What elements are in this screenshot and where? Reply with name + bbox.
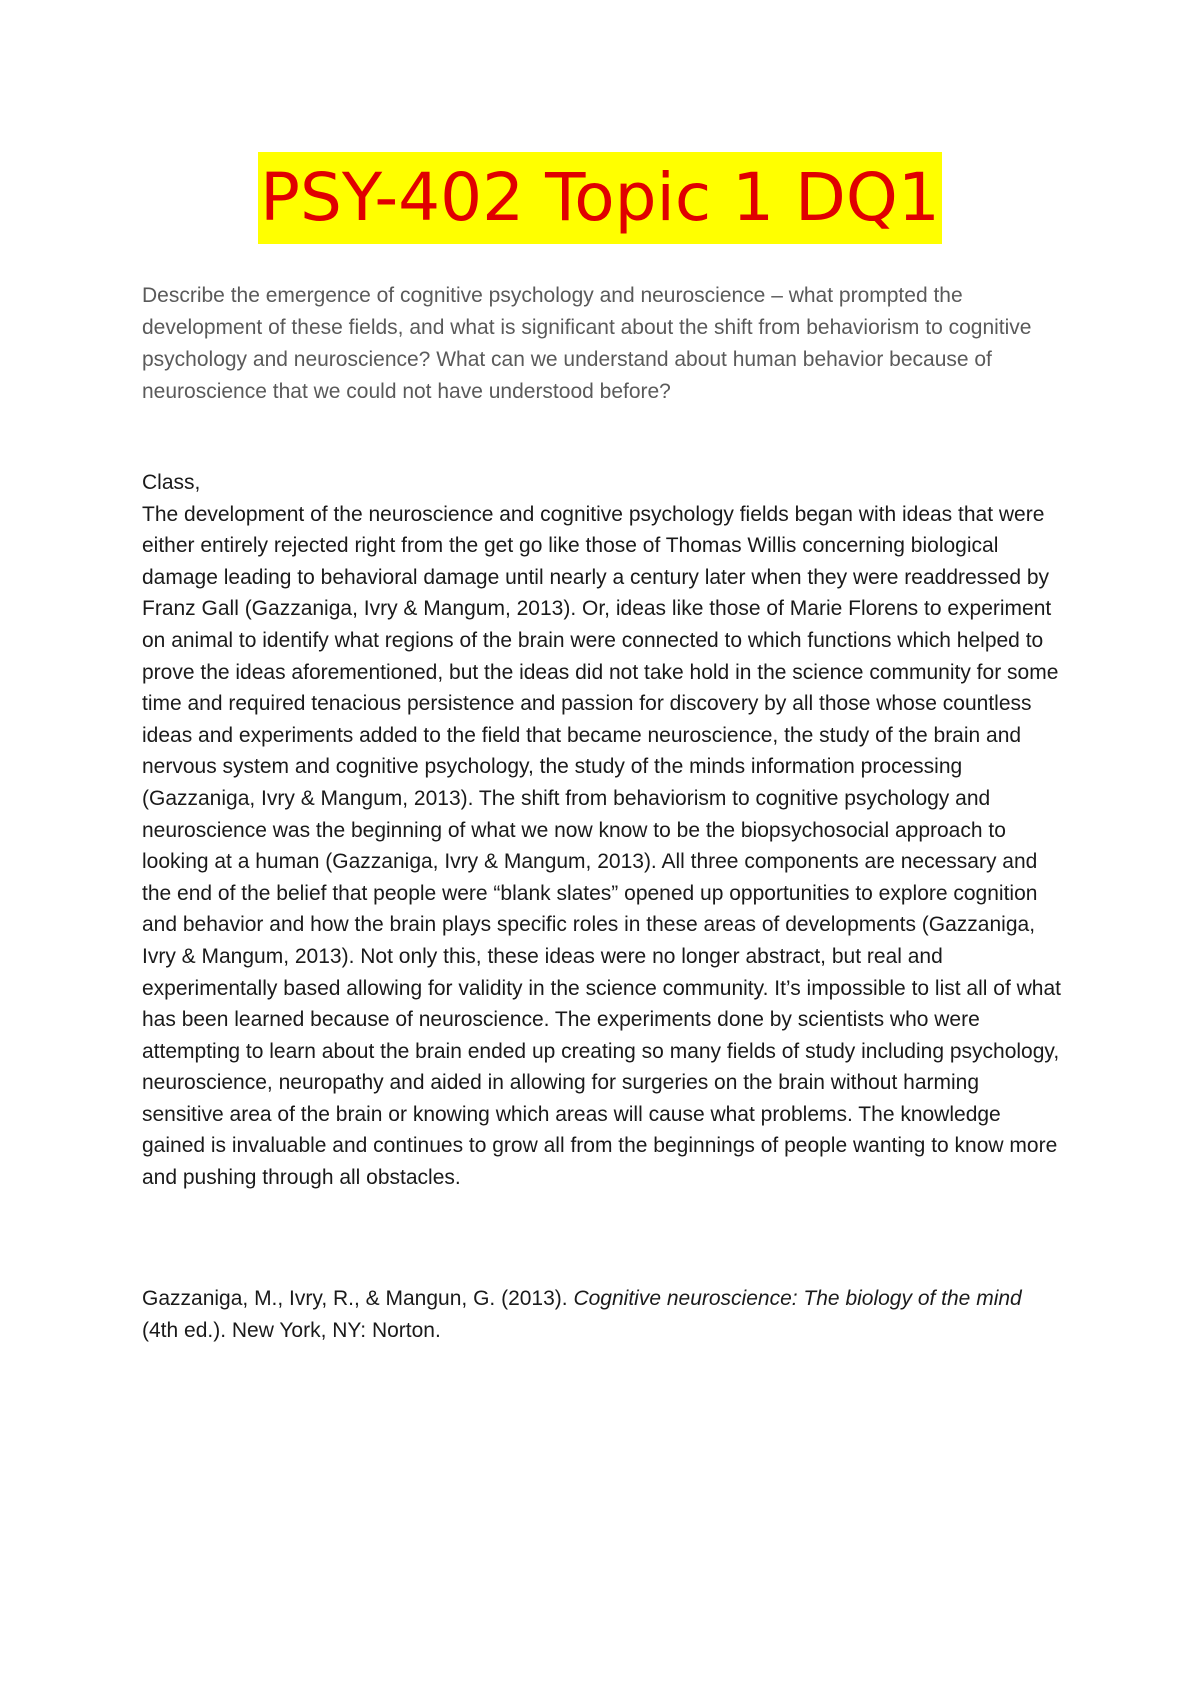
title-container (0, 152, 1200, 244)
document-title: PSY-402 Topic 1 DQ1 (258, 152, 942, 244)
discussion-prompt: Describe the emergence of cognitive psychology and neuroscience – what prompted the development of these fields, and what is significant about the shift from behaviorism to cognitive psychology and neuroscience? What can we understand about human behavior because of neuroscience that we could not have understood before? (142, 284, 1032, 403)
reference-edition-publisher: (4th ed.). New York, NY: Norton. (142, 1319, 441, 1342)
response-section (142, 467, 1062, 1194)
reference-book-title: Cognitive neuroscience: The biology of the mind (573, 1287, 1022, 1310)
salutation: Class, (142, 471, 201, 494)
reference-authors-year: Gazzaniga, M., Ivry, R., & Mangun, G. (2013). (142, 1287, 568, 1310)
response-body: The development of the neuroscience and cognitive psychology fields began with ideas that were either entirely rejected right from the get go like those of Thomas Willis concerning biological damage leading to behavioral damage until nearly a century later when they were readdressed by Franz Gall (Gazzaniga, Ivry & Mangum, 2013). Or, ideas like those of Marie Florens to experiment on animal to identify what regions of the brain were connected to which functions which helped to prove the ideas aforementioned, but the ideas did not take hold in the science community for some time and required tenacious persistence and passion for discovery by all those whose countless ideas and experiments added to the field that became neuroscience, the study of the brain and nervous system and cognitive psychology, the study of the minds information processing (Gazzaniga, Ivry & Mangum, 2013). The shift from behaviorism to cognitive psychology and neuroscience was the beginning of what we now know to be the biopsychosocial approach to looking at a human (Gazzaniga, Ivry & Mangum, 2013). All three components are necessary and the end of the belief that people were “blank slates” opened up opportunities to explore cognition and behavior and how the brain plays specific roles in these areas of developments (Gazzaniga, Ivry & Mangum, 2013). Not only this, these ideas were no longer abstract, but real and experimentally based allowing for validity in the science community. It’s impossible to list all of what has been learned because of neuroscience. The experiments done by scientists who were attempting to learn about the brain ended up creating so many fields of study including psychology, neuroscience, neuropathy and aided in allowing for surgeries on the brain without harming sensitive area of the brain or knowing which areas will cause what problems. The knowledge gained is invaluable and continues to grow all from the beginnings of people wanting to know more and pushing through all obstacles. (142, 502, 1061, 1190)
reference-entry (142, 1283, 1062, 1347)
